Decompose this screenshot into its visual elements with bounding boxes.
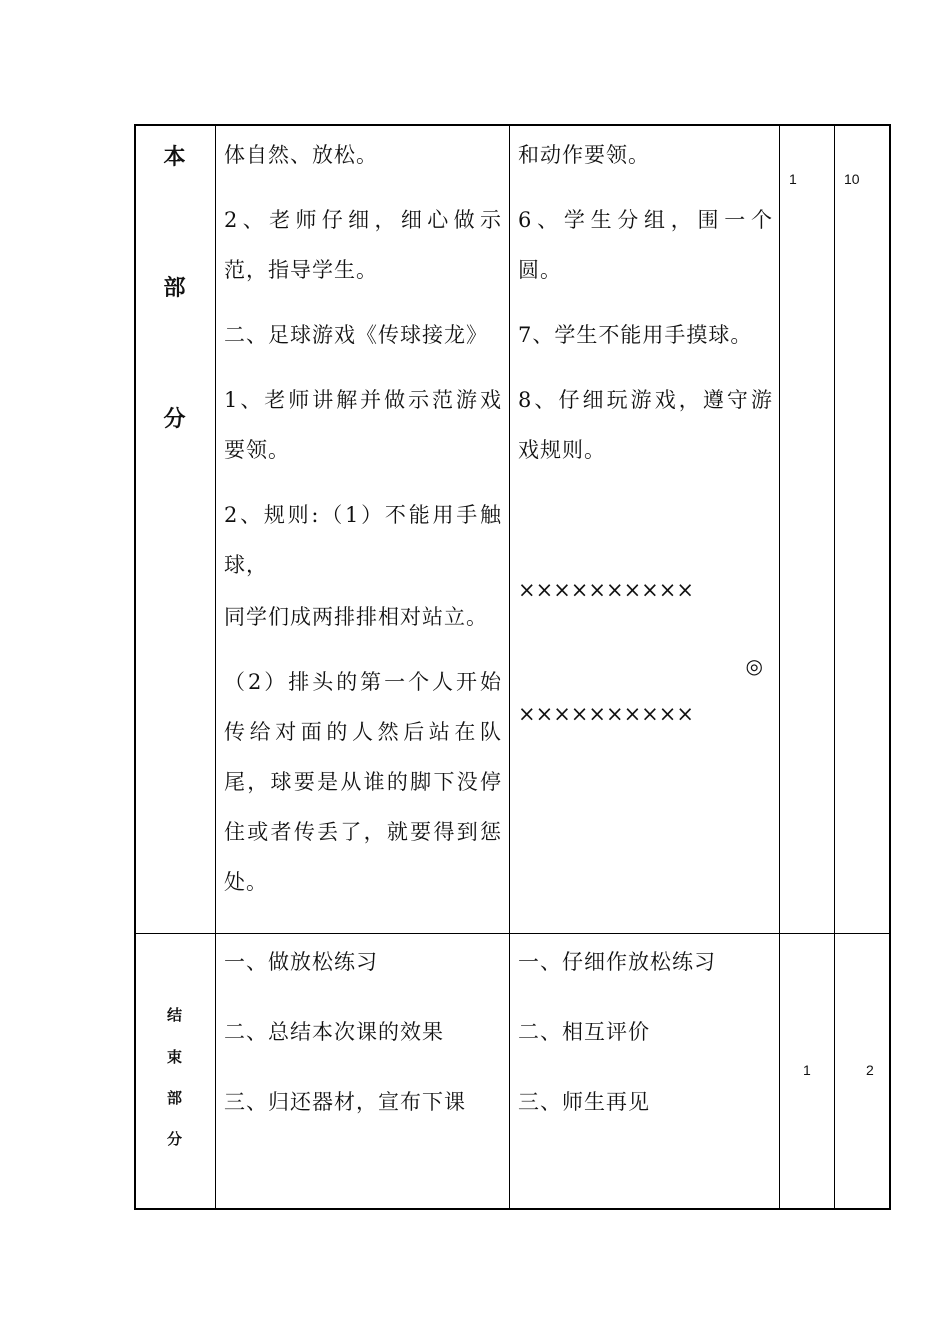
teacher-activity-text: 体自然、放松。 <box>224 143 378 167</box>
teacher-activity-text: 二、足球游戏《传球接龙》 <box>224 323 488 347</box>
row-divider <box>134 933 890 934</box>
section-title-char: 分 <box>163 407 186 432</box>
end-teacher-activities <box>224 937 502 1127</box>
formation-row: ×××××××××× <box>518 578 694 602</box>
column-divider <box>215 124 216 1210</box>
teacher-activity-text: 三、归还器材，宣布下课 <box>224 1090 466 1114</box>
table-border-right <box>889 124 891 1210</box>
section-title-char: 分 <box>166 1130 182 1148</box>
end-student-activities <box>518 937 773 1127</box>
teacher-activity-text: 同学们成两排排相对站立。 <box>224 605 488 629</box>
teacher-activity-text: 一、做放松练习 <box>224 950 378 974</box>
teacher-activity-text: 二、总结本次课的效果 <box>224 1020 444 1044</box>
main-student-activities <box>518 130 773 930</box>
column-divider <box>834 124 835 1210</box>
section-title-char: 束 <box>166 1048 182 1066</box>
student-activity-text: 6、学生分组，围一个圆。 <box>518 208 773 282</box>
end-minutes: 2 <box>866 1062 874 1078</box>
teacher-activity-text: （2）排头的第一个人开始传给对面的人然后站在队尾，球要是从谁的脚下没停住或者传丢了，就要得到惩处。 <box>224 670 502 894</box>
main-count: 1 <box>789 171 797 187</box>
formation-row: ×××××××××× <box>518 702 694 726</box>
table-border-top <box>134 124 890 126</box>
column-divider <box>509 124 510 1210</box>
student-activity-text: 7、学生不能用手摸球。 <box>518 323 753 347</box>
student-activity-text: 二、相互评价 <box>518 1020 650 1044</box>
section-title-char: 本 <box>163 145 186 170</box>
student-activity-text: 一、仔细作放松练习 <box>518 950 716 974</box>
teacher-activity-text: 2、规则:（1）不能用手触球， <box>224 503 502 577</box>
column-divider <box>779 124 780 1210</box>
teacher-position-marker: ◎ <box>745 654 763 678</box>
teacher-activity-text: 2、老师仔细，细心做示范，指导学生。 <box>224 208 502 282</box>
section-title-char: 结 <box>166 1006 182 1024</box>
section-title-char: 部 <box>166 1089 182 1107</box>
main-teacher-activities <box>224 130 502 907</box>
table-border-bottom <box>134 1208 890 1210</box>
main-minutes: 10 <box>844 171 860 187</box>
section-title-char: 部 <box>163 276 186 301</box>
student-activity-text: 三、师生再见 <box>518 1090 650 1114</box>
student-activity-text: 和动作要领。 <box>518 143 650 167</box>
student-activity-text: 8、仔细玩游戏，遵守游戏规则。 <box>518 388 773 462</box>
end-count: 1 <box>803 1062 811 1078</box>
lesson-plan-table <box>134 124 890 1210</box>
teacher-activity-text: 1、老师讲解并做示范游戏要领。 <box>224 388 502 462</box>
